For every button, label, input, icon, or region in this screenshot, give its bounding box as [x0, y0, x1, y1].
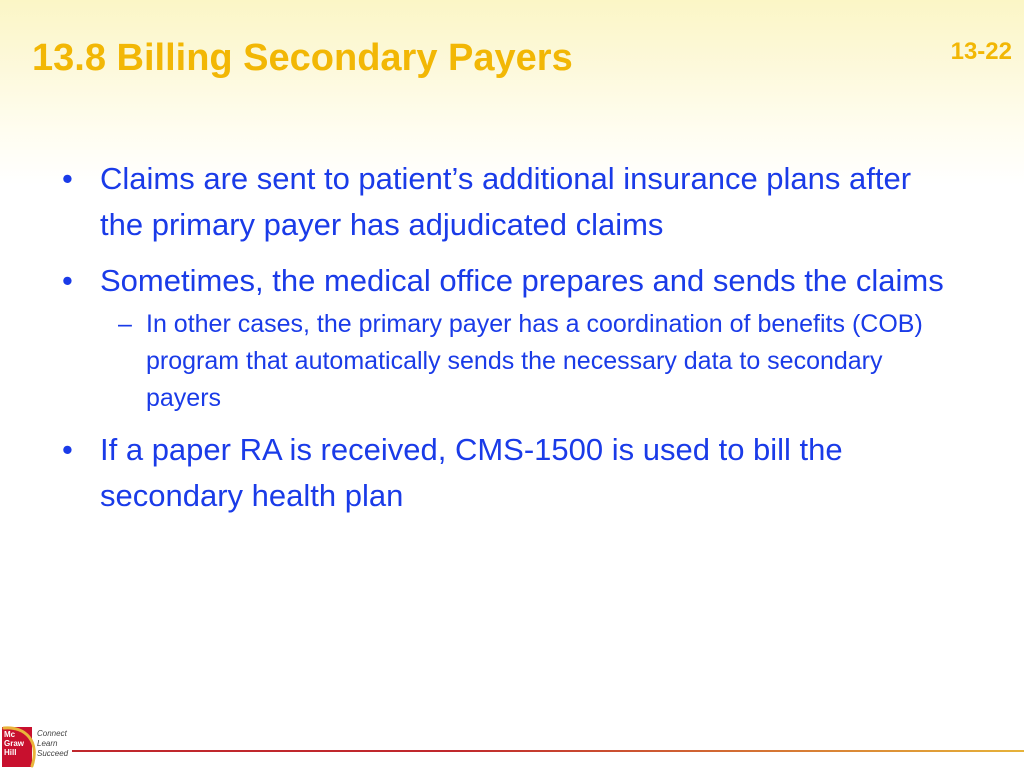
- sub-bullet-list: [100, 306, 962, 417]
- logo-brand-line: Hill: [4, 748, 17, 757]
- logo-swirl-icon: [0, 724, 40, 768]
- bullet-marker: •: [62, 263, 73, 298]
- footer-divider: [72, 750, 1024, 752]
- logo-tagline: [37, 729, 68, 759]
- logo-tagline-line: Learn: [37, 739, 58, 748]
- slide-number: 13-22: [950, 38, 1012, 65]
- bullet-text: Sometimes, the medical office prepares and sends the claims: [100, 263, 944, 298]
- bullet-text: Claims are sent to patient’s additional insurance plans after the primary payer has adjudicated claims: [100, 161, 912, 242]
- sub-bullet-item: [100, 306, 941, 417]
- logo-tagline-line: Succeed: [37, 749, 69, 758]
- bullet-item: [62, 258, 962, 417]
- bullet-marker: •: [62, 432, 73, 467]
- slide-title: 13.8 Billing Secondary Payers: [32, 37, 573, 79]
- bullet-text: If a paper RA is received, CMS-1500 is used to bill the secondary health plan: [100, 432, 843, 513]
- bullet-item: [62, 427, 962, 519]
- sub-bullet-marker: –: [118, 310, 132, 338]
- sub-bullet-text: In other cases, the primary payer has a coordination of benefits (COB) program that automatically sends the necessary data to secondary payers: [146, 310, 923, 412]
- bullet-item: [62, 156, 962, 248]
- bullet-marker: •: [62, 161, 73, 196]
- bullet-list: [62, 156, 962, 529]
- logo-tagline-line: Connect: [37, 729, 67, 738]
- logo-brand-line: Graw: [4, 739, 25, 748]
- logo-brand-line: Mc: [4, 730, 16, 739]
